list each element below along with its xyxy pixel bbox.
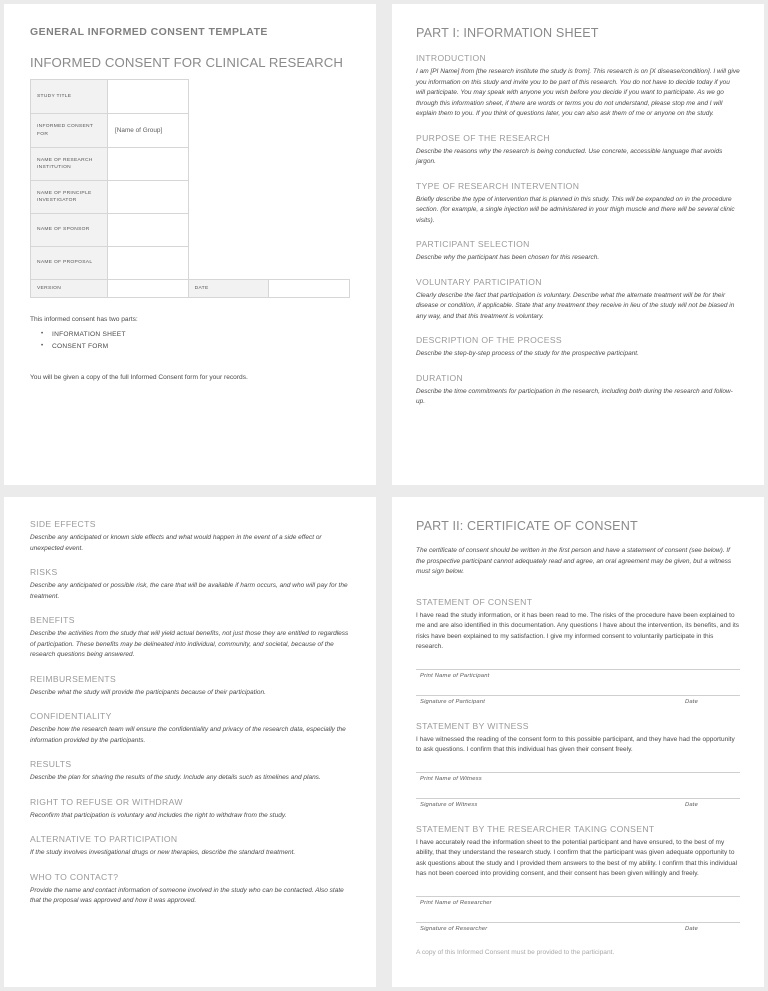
row-label: NAME OF PROPOSAL [31, 247, 108, 280]
row-value[interactable] [108, 214, 189, 247]
row-label: NAME OF RESEARCH INSTITUTION [31, 148, 108, 181]
section-alternative-to-participation [30, 834, 350, 859]
date-label: Date [684, 925, 698, 932]
section-heading: PURPOSE OF THE RESEARCH [416, 132, 550, 143]
section-body: If the study involves investigational drugs or new therapies, describe the standard treatment. [30, 849, 296, 857]
section-statement-by-researcher [416, 824, 740, 932]
version-value[interactable] [108, 280, 189, 298]
part-2-intro: The certificate of consent should be written in the first person and have a statement of consent (see below). If the prospective participant cannot adequately read and agree, an oral agreement may be given, but a witness must sign below. [416, 547, 732, 576]
section-body: Describe the time commitments for participation in the research, including both during the research and follow-up. [416, 387, 733, 406]
section-body: Clearly describe the fact that participation is voluntary. Describe what the alternate treatment will be for their disease or condition, if applicable. State that any treatment they receive in lieu of the study will not be biased in any way, and that this treatment is voluntary. [416, 291, 735, 320]
page-3-risks-and-benefits [4, 497, 376, 987]
section-results [30, 759, 350, 784]
table-row-version-date [31, 280, 350, 298]
section-heading: DESCRIPTION OF THE PROCESS [416, 335, 562, 346]
section-risks [30, 567, 350, 602]
section-heading: INTRODUCTION [416, 53, 487, 63]
footer-note: A copy of this Informed Consent must be provided to the participant. [416, 948, 615, 956]
print-name-label: Print Name of Witness [420, 775, 482, 782]
section-heading: RIGHT TO REFUSE OR WITHDRAW [30, 796, 183, 807]
section-body: I am [PI Name] from [the research institute the study is from]. This research is on [X disease/condition]. I will give you information on this study and invite you to be part of this research. You do not have to decide today if you will participate. You may speak with anyone you wish before you decide if you want to participate. As we go through this information sheet, if there are words or terms you do not understand, please stop me and I will explain them to you. If you think of questions later, you can also ask them of me or anyone on the study. [416, 68, 740, 118]
signature-label: Signature of Participant [420, 698, 486, 705]
section-right-to-refuse-or-withdraw [30, 797, 350, 822]
page-4-certificate-of-consent [392, 497, 764, 987]
section-who-to-contact [30, 872, 350, 907]
section-heading: ALTERNATIVE TO PARTICIPATION [30, 834, 178, 845]
row-value[interactable]: [Name of Group] [108, 114, 189, 148]
table-row [31, 148, 350, 181]
signature-row [416, 802, 740, 808]
row-value[interactable] [108, 80, 189, 114]
table-row [31, 181, 350, 214]
section-introduction [416, 53, 740, 120]
signature-label: Signature of Researcher [420, 925, 488, 932]
section-heading: WHO TO CONTACT? [30, 871, 119, 882]
section-duration [416, 373, 740, 408]
section-type-of-research-intervention [416, 181, 740, 227]
section-body: Briefly describe the type of intervention that is planned in this study. This will be expanded on in the procedure section. (for example, a single injection will be administered in your thigh muscle and there will be several clinic visits). [416, 195, 735, 224]
row-label: STUDY TITLE [31, 80, 108, 114]
section-body: I have read the study information, or it has been read to me. The risks of the procedure have been explained to me and are also identified in this documentation. Any questions I have about the intervention, its benefits, and its risks have been explained to my satisfaction. I give my informed consent to voluntarily participate in this research. [416, 611, 740, 651]
date-label: Date [684, 801, 698, 808]
section-body: I have witnessed the reading of the consent form to this possible participant, and they have had the opportunity to ask questions. I confirm that this individual has given their consent freely. [416, 735, 735, 754]
parts-lead-text: This informed consent has two parts: [30, 316, 138, 324]
date-label: DATE [188, 280, 269, 298]
closing-note: You will be given a copy of the full Informed Consent form for your records. [30, 374, 248, 382]
section-participant-selection [416, 239, 740, 264]
print-name-label: Print Name of Participant [420, 672, 490, 679]
page-title: GENERAL INFORMED CONSENT TEMPLATE [30, 26, 268, 38]
row-label: NAME OF PRINCIPLE INVESTIGATOR [31, 181, 108, 214]
signature-row [416, 926, 740, 932]
section-body: Describe the plan for sharing the results of the study. Include any details such as timelines and plans. [30, 774, 321, 782]
section-reimbursements [30, 674, 350, 699]
participant-signature-block [416, 669, 740, 705]
section-body: Describe any anticipated or possible risk, the care that will be available if harm occurs, and who will pay for the treatment. [30, 582, 348, 600]
list-item: • INFORMATION SHEET [52, 329, 350, 341]
section-description-of-the-process [416, 335, 740, 360]
section-body: Describe any anticipated or known side effects and what would happen in the event of a side effect or unexpected event. [30, 534, 322, 552]
section-side-effects [30, 519, 350, 554]
section-heading: STATEMENT OF CONSENT [416, 596, 533, 607]
section-statement-of-consent [416, 597, 740, 705]
study-info-table [30, 79, 350, 298]
row-value[interactable] [108, 148, 189, 181]
section-body: Describe how the research team will ensure the confidentiality and privacy of the research data, especially the information provided by the participants. [30, 726, 346, 744]
print-name-row [416, 673, 740, 679]
signature-rule [416, 922, 740, 923]
section-confidentiality [30, 711, 350, 746]
section-heading: TYPE OF RESEARCH INTERVENTION [416, 180, 580, 191]
section-body: Describe why the participant has been chosen for this research. [416, 254, 600, 262]
researcher-signature-block [416, 896, 740, 932]
signature-rule [416, 695, 740, 696]
row-value[interactable] [108, 181, 189, 214]
section-body: Describe what the study will provide the participants because of their participation. [30, 688, 266, 696]
section-purpose-of-the-research [416, 133, 740, 168]
section-body: Provide the name and contact information of someone involved in the study who can be contacted. Also state that the proposal was approved and how it was approved. [30, 886, 344, 905]
page-1-cover [4, 4, 376, 485]
section-benefits [30, 615, 350, 661]
print-name-label: Print Name of Researcher [420, 899, 492, 906]
signature-row [416, 699, 740, 705]
print-name-rule [416, 896, 740, 897]
print-name-row [416, 776, 740, 782]
part-2-title: PART II: CERTIFICATE OF CONSENT [416, 519, 638, 533]
signature-label: Signature of Witness [420, 801, 478, 808]
signature-rule [416, 798, 740, 799]
section-body: Describe the reasons why the research is being conducted. Use concrete, accessible language that avoids jargon. [416, 147, 723, 166]
table-row [31, 214, 350, 247]
section-body: I have accurately read the information sheet to the potential participant and have ensured, to the best of my ability, that they understand the research study. I confirm that the participant was given adequate opportunity to ask questions about the study and I provided them answers to the best of my ability. I confirm that this individual has not been coerced into providing consent, and their consent has been given willingly and freely. [416, 838, 738, 878]
part-1-title: PART I: INFORMATION SHEET [416, 26, 599, 40]
print-name-row [416, 900, 740, 906]
section-heading: REIMBURSEMENTS [30, 673, 117, 684]
section-heading: RESULTS [30, 759, 72, 770]
section-heading: CONFIDENTIALITY [30, 711, 112, 722]
page-2-information-sheet [392, 4, 764, 485]
list-item: • CONSENT FORM [52, 341, 350, 353]
section-body: Describe the step-by-step process of the study for the prospective participant. [416, 350, 639, 358]
page-subtitle: INFORMED CONSENT FOR CLINICAL RESEARCH [30, 55, 344, 70]
section-heading: PARTICIPANT SELECTION [416, 239, 530, 250]
table-row [31, 247, 350, 280]
section-heading: BENEFITS [30, 615, 75, 626]
section-heading: RISKS [30, 567, 58, 578]
print-name-rule [416, 669, 740, 670]
table-row [31, 80, 350, 114]
print-name-rule [416, 772, 740, 773]
row-label: INFORMED CONSENT FOR [31, 114, 108, 148]
section-statement-by-witness [416, 721, 740, 808]
table-row [31, 114, 350, 148]
date-value[interactable] [269, 280, 350, 298]
section-heading: SIDE EFFECTS [30, 519, 96, 529]
section-heading: DURATION [416, 372, 464, 383]
section-voluntary-participation [416, 277, 740, 323]
parts-list [30, 329, 350, 353]
section-heading: STATEMENT BY THE RESEARCHER TAKING CONSENT [416, 823, 655, 834]
version-label: VERSION [31, 280, 108, 298]
date-label: Date [684, 698, 698, 705]
section-heading: VOLUNTARY PARTICIPATION [416, 276, 542, 287]
row-value[interactable] [108, 247, 189, 280]
section-heading: STATEMENT BY WITNESS [416, 720, 529, 731]
witness-signature-block [416, 772, 740, 808]
section-body: Reconfirm that participation is voluntary and includes the right to withdraw from the study. [30, 811, 287, 819]
row-label: NAME OF SPONSOR [31, 214, 108, 247]
section-body: Describe the activities from the study that will yield actual benefits, not just those they are entitled to regardless of participation. These benefits may be delineated into individual, community, and societal, because of the research questions being answered. [30, 630, 349, 659]
